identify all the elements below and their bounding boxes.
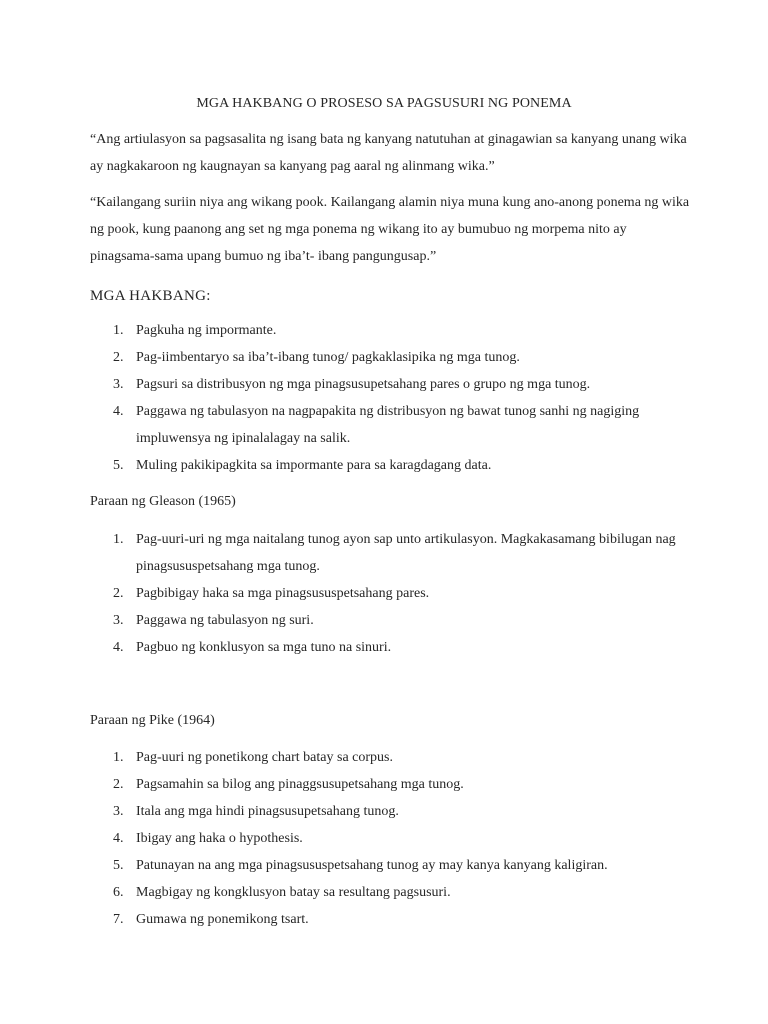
list-item-text: Gumawa ng ponemikong tsart. — [136, 912, 309, 927]
list-item — [90, 744, 690, 771]
list-item-text: Muling pakikipagkita sa impormante para sa karagdagang data. — [136, 458, 492, 473]
list-item-text: Magbigay ng kongklusyon batay sa resultang pagsusuri. — [136, 885, 451, 900]
list-item-number: 2. — [113, 350, 124, 365]
list-item-text: Paggawa ng tabulasyon ng suri. — [136, 613, 314, 628]
list-item-text: Patunayan na ang mga pinagsususpetsahang tunog ay may kanya kanyang kaligiran. — [136, 858, 608, 873]
list-item-text: Paggawa ng tabulasyon na nagpapakita ng distribusyon ng bawat tunog sanhi ng nagiging impluwensya ng ipinalalagay na salik. — [136, 404, 640, 446]
document-title: MGA HAKBANG O PROSESO SA PAGSUSURI NG PONEMA — [196, 96, 572, 111]
gleason-heading: Paraan ng Gleason (1965) — [90, 494, 236, 509]
list-item-text: Pagsuri sa distribusyon ng mga pinagsusupetsahang pares o grupo ng mga tunog. — [136, 377, 591, 392]
list-item-number: 3. — [113, 377, 124, 392]
list-item-number: 1. — [113, 750, 124, 765]
list-item-number: 4. — [113, 404, 124, 419]
list-item — [90, 452, 690, 479]
list-item — [90, 634, 690, 661]
pike-heading: Paraan ng Pike (1964) — [90, 713, 215, 728]
list-item-number: 2. — [113, 777, 124, 792]
list-item — [90, 580, 690, 607]
list-item — [90, 771, 690, 798]
quote-paragraph-2: “Kailangang suriin niya ang wikang pook. Kailangang alamin niya muna kung ano-anong ponema ng wika ng pook, kung paanong ang set ng mga ponema ng wikang ito ay bumubuo ng morpema nito ay pinagsama-sama upang bumuo ng iba’t- ibang pangungusap.” — [90, 195, 690, 264]
list-item-number: 4. — [113, 831, 124, 846]
list-item-text: Pag-iimbentaryo sa iba’t-ibang tunog/ pagkaklasipika ng mga tunog. — [136, 350, 520, 365]
list-item-text: Pag-uuri-uri ng mga naitalang tunog ayon sap unto artikulasyon. Magkakasamang bibilugan nag pinagsususpetsahang mga tunog. — [136, 532, 676, 574]
list-item — [90, 317, 690, 344]
quote-paragraph-1: “Ang artiulasyon sa pagsasalita ng isang bata ng kanyang natutuhan at ginagawian sa kanyang unang wika ay nagkakaroon ng kaugnayan sa kanyang pag aaral ng alinmang wika.” — [90, 132, 687, 174]
list-item-number: 5. — [113, 858, 124, 873]
pike-list — [90, 744, 690, 933]
list-item-number: 6. — [113, 885, 124, 900]
list-item-number: 3. — [113, 613, 124, 628]
list-item — [90, 798, 690, 825]
list-item-number: 1. — [113, 323, 124, 338]
list-item-text: Pag-uuri ng ponetikong chart batay sa corpus. — [136, 750, 393, 765]
list-item — [90, 879, 690, 906]
steps-heading: MGA HAKBANG: — [90, 288, 211, 304]
list-item-text: Itala ang mga hindi pinagsusupetsahang tunog. — [136, 804, 399, 819]
list-item — [90, 852, 690, 879]
list-item — [90, 398, 690, 452]
list-item-number: 7. — [113, 912, 124, 927]
list-item-number: 5. — [113, 458, 124, 473]
gleason-list — [90, 526, 690, 661]
list-item — [90, 526, 690, 580]
steps-list — [90, 317, 690, 479]
list-item-number: 2. — [113, 586, 124, 601]
list-item — [90, 607, 690, 634]
list-item-number: 1. — [113, 532, 124, 547]
list-item-text: Pagsamahin sa bilog ang pinaggsusupetsahang mga tunog. — [136, 777, 464, 792]
list-item-text: Pagkuha ng impormante. — [136, 323, 277, 338]
list-item-text: Pagbibigay haka sa mga pinagsususpetsahang pares. — [136, 586, 430, 601]
list-item — [90, 906, 690, 933]
list-item — [90, 344, 690, 371]
list-item — [90, 371, 690, 398]
list-item-text: Pagbuo ng konklusyon sa mga tuno na sinuri. — [136, 640, 392, 655]
list-item-number: 3. — [113, 804, 124, 819]
list-item-text: Ibigay ang haka o hypothesis. — [136, 831, 303, 846]
list-item-number: 4. — [113, 640, 124, 655]
list-item — [90, 825, 690, 852]
